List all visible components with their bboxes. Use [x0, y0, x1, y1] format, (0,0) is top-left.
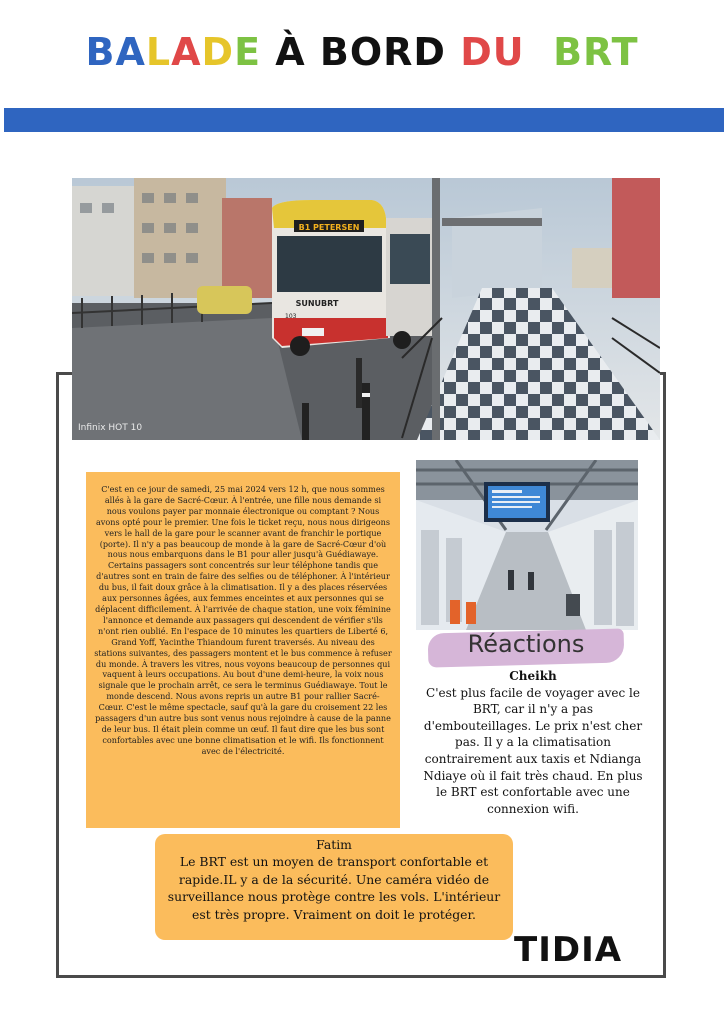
cheikh-reaction — [420, 668, 646, 817]
bus-sign-text: B1 PETERSEN — [298, 223, 360, 232]
bus-number-text: 103 — [285, 313, 297, 320]
reactions-label: Réactions — [467, 630, 585, 658]
title-part: A — [171, 30, 202, 74]
title-part: À BORD — [261, 30, 461, 74]
signature: TIDIA — [514, 930, 623, 970]
fatim-name: Fatim — [316, 837, 352, 852]
cheikh-name: Cheikh — [509, 669, 557, 683]
title-part: E — [234, 30, 262, 74]
fatim-reaction — [155, 834, 513, 940]
reactions-heading — [428, 627, 624, 669]
station-interior-photo — [416, 460, 638, 630]
accent-bar — [4, 108, 724, 132]
title-part: DU — [460, 30, 525, 74]
story-text: C'est en ce jour de samedi, 25 mai 2024 vers 12 h, que nous sommes allés à la gare de Sacré-Cœur. À l'entrée, une fille nous demande si nous voulons payer par monnaie électronique ou comptant ? Nous avons opté pour le premier. Une fois le ticket reçu, nous nous dirigeons vers le hall de la gare pour le scanner avant de franchir le portique (porte). Il n'y a pas beaucoup de monde à la gare de Sacré-Cœur d'où nous nous embarquons dans le B1 pour aller jusqu'à Guédiawaye. Certains passagers sont concentrés sur leur téléphone tandis que d'autres sont en train de faire des selfies ou de téléphoner. À l'intérieur du bus, il fait doux grâce à la climatisation. Il y a des places réservées aux personnes âgées, aux femmes enceintes et aux personnes qui se déplacent difficilement. À l'arrivée de chaque station, une voix féminine l'annonce et demande aux passagers qui descendent de vérifier s'ils n'ont rien oublié. En l'espace de 10 minutes les quartiers de Liberté 6, Grand Yoff, Yacinthe Thiandoum furent traversés. Au niveau des stations suivantes, des passagers montent et le bus commence à refuser du monde. À travers les vitres, nous voyons beaucoup de personnes qui vaquent à leurs occupations. Au bout d'une demi-heure, la voix nous signale que le prochain arrêt, ce sera le terminus Guédiawaye. Tout le monde descend. Nous avons repris un autre B1 pour rallier Sacré-Cœur. C'est le même spectacle, sauf qu'à la gare du croisement 22 les passagers d'un autre bus sont venus nous rejoindre à cause de la panne de leur bus. Il était plein comme un œuf. Il faut dire que les bus sont confortables avec une bonne climatisation et le wifi. Ils fonctionnent avec de l'électricité. — [86, 472, 400, 828]
watermark-text: Infinix HOT 10 — [78, 423, 143, 433]
title-part: L — [145, 30, 172, 74]
cheikh-quote: C'est plus facile de voyager avec le BRT, car il n'y a pas d'embouteillages. Le prix n'est cher pas. Il y a la climatisation contrairement aux taxis et Ndianga Ndiaye où il fait très chaud. En plus le BRT est confortable avec une connexion wifi. — [423, 685, 643, 816]
title-part: D — [201, 30, 235, 74]
bus-station-photo — [72, 178, 660, 440]
bus-brand-text: SUNUBRT — [295, 299, 339, 308]
title-part: B — [85, 30, 116, 74]
fatim-quote: Le BRT est un moyen de transport confortable et rapide.IL y a de la sécurité. Une caméra vidéo de surveillance nous protège contre les vols. L'intérieur est très propre. Vraiment on doit le protéger. — [167, 854, 501, 922]
page-title — [0, 30, 724, 74]
title-part: BRT — [524, 30, 639, 74]
title-part: A — [115, 30, 146, 74]
